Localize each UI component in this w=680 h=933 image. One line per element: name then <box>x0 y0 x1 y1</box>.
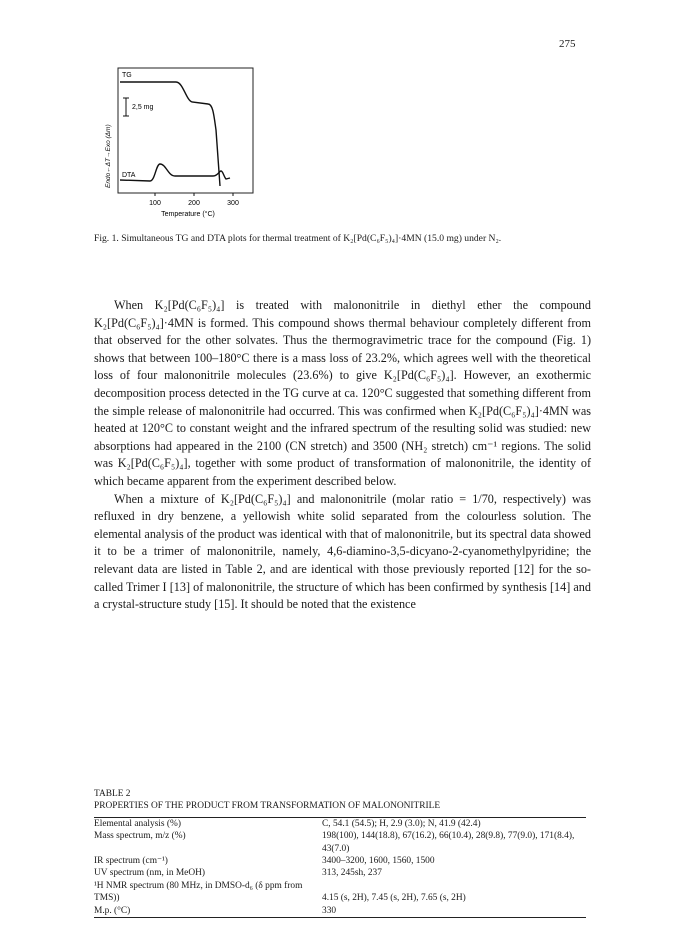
tg-dta-figure <box>80 60 280 230</box>
table-label: TABLE 2 <box>94 789 131 799</box>
table-cell: 198(100), 144(18.8), 67(16.2), 66(10.4), 28(9.8), 77(9.0), 171(8.4), 43(7.0) <box>322 831 575 854</box>
table-cell: 4.15 (s, 2H), 7.45 (s, 2H), 7.65 (s, 2H) <box>322 893 466 904</box>
properties-table <box>94 788 586 918</box>
dta-curve <box>120 164 230 181</box>
table-cell: UV spectrum (nm, in MeOH) <box>94 868 206 879</box>
x-tick-100: 100 <box>149 200 161 207</box>
paragraph: When K₂[Pd(C₆F₅)₄] is treated with malononitrile in diethyl ether the compound K₂[Pd(C₆F₅)₄]·4MN is formed. This compound shows thermal behaviour completely different from that observed for the other solvates. Thus the thermogravimetric trace for the compound (Fig. 1) shows that between 100–180°C there is a mass loss of 23.2%, which agrees well with the theoretical loss of four malononitrile molecules (23.6%) to give K₂[Pd(C₆F₅)₄]. However, an exothermic decomposition process detected in the TG curve at ca. 120°C suggested that something different from the simple release of malononitrile had occurred. This was confirmed when K₂[Pd(C₆F₅)₄]·4MN was heated at 120°C to constant weight and the infrared spectrum of the resulting solid was studied: new absorptions had appeared in the 2100 (CN stretch) and 3500 (NH₂ stretch) cm⁻¹ regions. The solid was K₂[Pd(C₆F₅)₄], together with some product of transformation of malononitrile, the identity of which became apparent from the experiment described below. <box>94 298 591 488</box>
table-row <box>94 855 586 867</box>
x-axis-label: Temperature (°C) <box>161 211 215 218</box>
plot-frame <box>118 68 253 193</box>
tg-label: TG <box>122 72 132 79</box>
table-cell: Elemental analysis (%) <box>94 818 181 829</box>
table-cell: IR spectrum (cm⁻¹) <box>94 856 168 867</box>
table-cell: M.p. (°C) <box>94 905 131 916</box>
paragraph: When a mixture of K₂[Pd(C₆F₅)₄] and malononitrile (molar ratio = 1/70, respectively) was refluxed in dry benzene, a yellowish white solid separated from the colourless solution. The elemental analysis of the product was identical with that of malononitrile, but its spectral data showed it to be a trimer of malononitrile, namely, 4,6-diamino-3,5-dicyano-2-cyanomethylpyridine; the relevant data are listed in Table 2, and are identical with those previously reported [12] for the so-called Trimer I [13] of malononitrile, the structure of which has been confirmed by synthesis [14] and a crystal-structure study [15]. It should be noted that the existence <box>94 491 591 612</box>
table-bottom-rule <box>94 917 586 918</box>
y-axis-label: Endo←ΔT→Exo (Δm) <box>105 124 112 188</box>
x-tick-200: 200 <box>188 200 200 207</box>
table-cell: 330 <box>322 905 337 916</box>
table-title: PROPERTIES OF THE PRODUCT FROM TRANSFORMATION OF MALONONITRILE <box>94 801 441 812</box>
tg-curve <box>120 82 220 186</box>
table-cell: 3400–3200, 1600, 1560, 1500 <box>322 856 435 867</box>
table-cell: ¹H NMR spectrum (80 MHz, in DMSO-d₆ (δ ppm from TMS)) <box>94 880 303 904</box>
table-cell: Mass spectrum, m/z (%) <box>94 831 186 842</box>
table-cell: 313, 245sh, 237 <box>322 868 382 879</box>
body-text <box>94 297 591 614</box>
dta-label: DTA <box>122 172 136 179</box>
table-cell: C, 54.1 (54.5); H, 2.9 (3.0); N, 41.9 (42.4) <box>322 818 481 829</box>
table-row <box>94 818 586 830</box>
table-row <box>94 905 586 917</box>
scale-label: 2,5 mg <box>132 104 154 111</box>
x-tick-300: 300 <box>227 200 239 207</box>
table-row <box>94 830 586 855</box>
page-number: 275 <box>559 38 576 50</box>
figure-caption: Fig. 1. Simultaneous TG and DTA plots for thermal treatment of K₂[Pd(C₆F₅)₄]·4MN (15.0 mg) under N₂. <box>94 233 502 244</box>
table-row <box>94 867 586 879</box>
table-row <box>94 880 586 905</box>
